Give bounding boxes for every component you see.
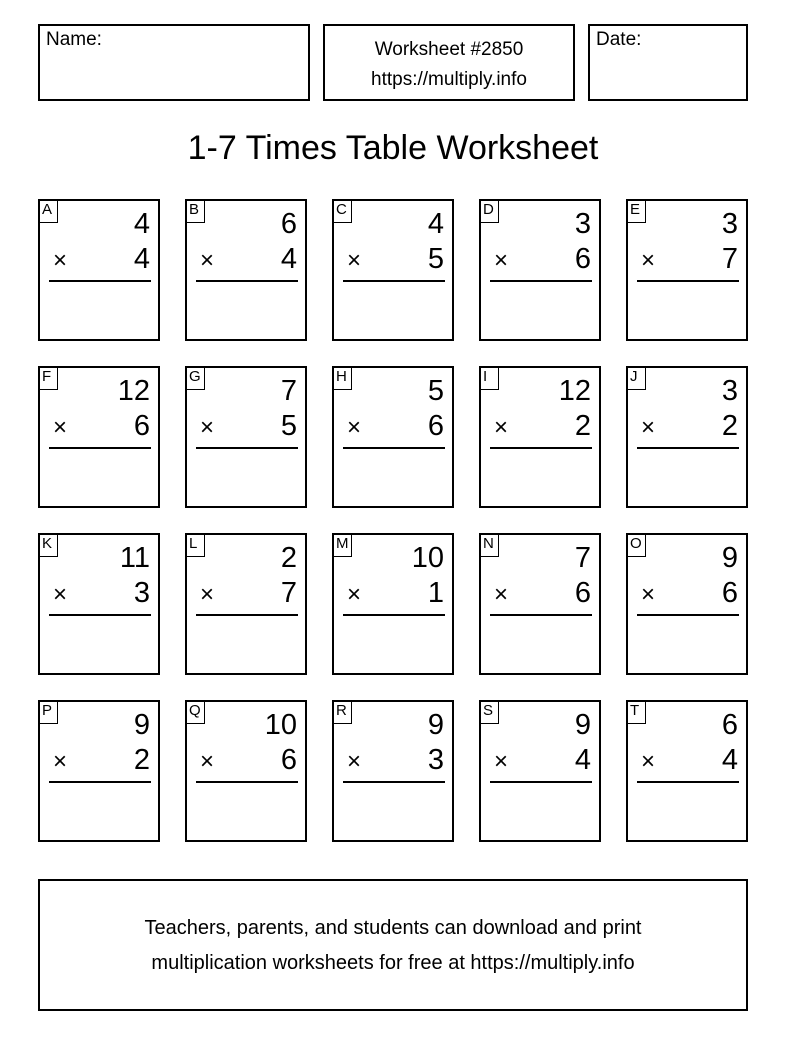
answer-line (343, 781, 445, 783)
multiplier: 6 (721, 577, 738, 609)
answer-line (490, 280, 592, 282)
multiplier: 5 (427, 243, 444, 275)
problem-card[interactable] (38, 366, 160, 508)
footer-line-1: Teachers, parents, and students can download and print (144, 917, 642, 939)
multiply-sign: × (641, 247, 656, 274)
multiply-sign: × (494, 414, 509, 441)
multiplicand: 10 (264, 709, 297, 741)
problem-letter: B (185, 199, 205, 223)
multiply-sign: × (200, 581, 215, 608)
problem-card[interactable] (332, 700, 454, 842)
answer-line (49, 447, 151, 449)
answer-line (196, 781, 298, 783)
answer-line (637, 781, 739, 783)
multiplier: 7 (721, 243, 738, 275)
problem-card[interactable] (38, 533, 160, 675)
multiply-sign: × (347, 748, 362, 775)
problem-card[interactable] (626, 533, 748, 675)
problem-card[interactable] (185, 199, 307, 341)
answer-line (49, 781, 151, 783)
problem-letter: N (479, 533, 499, 557)
problem-letter: D (479, 199, 499, 223)
multiplier: 6 (427, 410, 444, 442)
footer-line-2: multiplication worksheets for free at https://multiply.info (151, 952, 635, 974)
problem-card[interactable] (626, 700, 748, 842)
problem-letter: C (332, 199, 352, 223)
problem-card[interactable] (332, 366, 454, 508)
multiplier: 3 (427, 744, 444, 776)
answer-line (196, 447, 298, 449)
problem-card[interactable] (479, 199, 601, 341)
problem-letter: F (38, 366, 58, 390)
multiplicand: 6 (721, 709, 738, 741)
multiplicand: 11 (119, 542, 150, 574)
multiply-sign: × (494, 748, 509, 775)
multiplicand: 9 (574, 709, 591, 741)
problem-letter: O (626, 533, 646, 557)
worksheet-number: Worksheet #2850 (374, 39, 524, 60)
answer-line (343, 614, 445, 616)
problem-card[interactable] (185, 366, 307, 508)
footer-box (38, 879, 748, 1011)
problem-letter: L (185, 533, 205, 557)
answer-line (490, 781, 592, 783)
multiplicand: 9 (721, 542, 738, 574)
problem-letter: T (626, 700, 646, 724)
problem-card[interactable] (479, 700, 601, 842)
multiply-sign: × (347, 581, 362, 608)
multiplicand: 12 (117, 375, 150, 407)
multiplicand: 7 (280, 375, 297, 407)
multiply-sign: × (53, 414, 68, 441)
answer-line (343, 280, 445, 282)
multiplier: 2 (574, 410, 591, 442)
problem-card[interactable] (185, 700, 307, 842)
multiply-sign: × (53, 581, 68, 608)
answer-line (490, 447, 592, 449)
multiplier: 6 (133, 410, 150, 442)
problem-letter: S (479, 700, 499, 724)
multiplicand: 9 (133, 709, 150, 741)
problem-letter: E (626, 199, 646, 223)
answer-line (196, 280, 298, 282)
problem-card[interactable] (479, 533, 601, 675)
multiply-sign: × (200, 414, 215, 441)
multiplicand: 4 (427, 208, 444, 240)
problem-letter: Q (185, 700, 205, 724)
problem-card[interactable] (332, 533, 454, 675)
answer-line (637, 614, 739, 616)
multiply-sign: × (200, 748, 215, 775)
problem-card[interactable] (626, 366, 748, 508)
problem-letter: I (479, 366, 499, 390)
page-title: 1-7 Times Table Worksheet (187, 129, 599, 167)
multiply-sign: × (494, 247, 509, 274)
problem-card[interactable] (185, 533, 307, 675)
problem-letter: J (626, 366, 646, 390)
multiplier: 4 (574, 744, 591, 776)
multiply-sign: × (641, 414, 656, 441)
problem-letter: A (38, 199, 58, 223)
multiply-sign: × (494, 581, 509, 608)
answer-line (637, 280, 739, 282)
multiplier: 3 (133, 577, 150, 609)
multiplicand: 2 (280, 542, 297, 574)
multiplicand: 5 (427, 375, 444, 407)
multiply-sign: × (641, 748, 656, 775)
multiplier: 2 (721, 410, 738, 442)
multiplier: 1 (427, 577, 444, 609)
worksheet-info-box (323, 24, 575, 101)
date-label: Date: (596, 29, 642, 50)
multiply-sign: × (53, 247, 68, 274)
answer-line (196, 614, 298, 616)
multiplicand: 4 (133, 208, 150, 240)
problem-letter: P (38, 700, 58, 724)
answer-line (490, 614, 592, 616)
multiplicand: 10 (411, 542, 444, 574)
problem-card[interactable] (626, 199, 748, 341)
answer-line (343, 447, 445, 449)
multiply-sign: × (641, 581, 656, 608)
problem-card[interactable] (38, 700, 160, 842)
multiplicand: 12 (558, 375, 591, 407)
worksheet-url: https://multiply.info (371, 69, 527, 90)
multiplier: 5 (280, 410, 297, 442)
multiplier: 6 (574, 243, 591, 275)
answer-line (49, 614, 151, 616)
multiplier: 4 (721, 744, 738, 776)
date-field[interactable] (588, 24, 748, 101)
multiplier: 7 (280, 577, 297, 609)
multiplier: 2 (133, 744, 150, 776)
problem-card[interactable] (38, 199, 160, 341)
multiply-sign: × (347, 414, 362, 441)
answer-line (637, 447, 739, 449)
problem-letter: K (38, 533, 58, 557)
multiplicand: 3 (574, 208, 591, 240)
name-label: Name: (46, 29, 102, 50)
problem-card[interactable] (332, 199, 454, 341)
multiplier: 4 (280, 243, 297, 275)
answer-line (49, 280, 151, 282)
multiply-sign: × (200, 247, 215, 274)
name-field[interactable] (38, 24, 310, 101)
multiplier: 6 (280, 744, 297, 776)
problem-letter: H (332, 366, 352, 390)
multiplicand: 9 (427, 709, 444, 741)
problem-letter: M (332, 533, 352, 557)
multiplicand: 3 (721, 208, 738, 240)
multiplicand: 7 (574, 542, 591, 574)
problem-letter: G (185, 366, 205, 390)
problem-letter: R (332, 700, 352, 724)
multiply-sign: × (53, 748, 68, 775)
multiplicand: 6 (280, 208, 297, 240)
problem-card[interactable] (479, 366, 601, 508)
multiplier: 6 (574, 577, 591, 609)
multiplicand: 3 (721, 375, 738, 407)
multiplier: 4 (133, 243, 150, 275)
multiply-sign: × (347, 247, 362, 274)
